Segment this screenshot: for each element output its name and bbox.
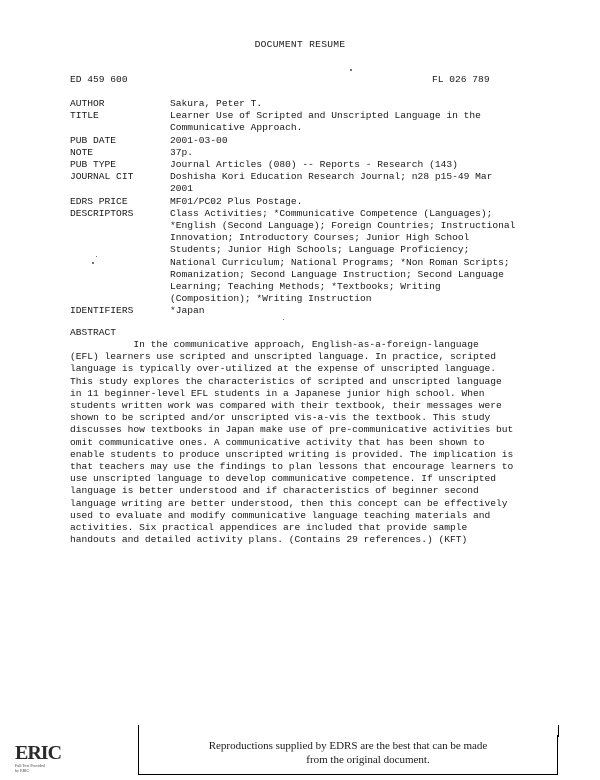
fl-number: FL 026 789 [432,74,490,85]
meta-label: NOTE [70,146,94,158]
metadata-table [70,98,540,318]
meta-label: DESCRIPTORS [70,207,134,219]
meta-label: PUB TYPE [70,159,117,171]
eric-logo-text: ERIC [15,742,62,764]
meta-value: *Japan [170,305,205,317]
abstract-heading: ABSTRACT [70,327,117,338]
meta-label: IDENTIFIERS [70,305,134,317]
meta-value: Class Activities; *Communicative Competence (Languages); *English (Second Language); Foreign Countries; Instructional Innovation; Introductory Courses; Junior High School Students; Junior High Schools; Language Proficiency; National Curriculum; National Programs; *Non Roman Scripts; Romanization; Second Language Instruction; Second Language Learning; Teaching Methods; *Textbooks; Writing (Composition); *Writing Instruction [170,207,516,305]
scan-speck [283,319,284,320]
meta-label: JOURNAL CIT [70,171,134,183]
reproduction-notice-line1: Reproductions supplied by EDRS are the best that can be made [208,740,488,752]
meta-value: Sakura, Peter T. [170,98,263,109]
meta-row-journal-cit [70,171,540,195]
eric-logo [15,742,62,773]
meta-value: Learner Use of Scripted and Unscripted Language in the Communicative Approach. [170,110,481,134]
document-title: DOCUMENT RESUME [254,39,346,50]
meta-label: AUTHOR [70,98,105,109]
meta-row-identifiers [70,305,540,317]
meta-row-note [70,147,540,159]
scan-speck [350,69,352,71]
meta-row-author [70,98,540,110]
eric-logo-subtext: Full Text Provided by ERIC [15,763,45,773]
meta-value: Journal Articles (080) -- Reports - Research (143) [170,159,458,171]
meta-label: EDRS PRICE [70,195,128,207]
meta-row-pub-type [70,159,540,171]
footer [0,735,600,780]
reproduction-notice [138,735,558,775]
meta-value: 37p. [170,146,194,158]
abstract-text: In the communicative approach, English-as-a-foreign-language (EFL) learners use scripted and unscripted language. In practice, scripted language is typically over-utilized at the expense of unscripted language. This study explores the characteristics of scripted and unscripted language in 11 beginner-level EFL students in a Japanese junior high school. When students written work was compared with their textbook, their messages were shown to be scripted and/or unscripted vis-a-vis the textbook. This study discusses how textbooks in Japan make use of pre-communicative activities but omit communicative ones. A communicative activity that has been shown to enable students to produce unscripted writing is provided. The implication is that teachers may use the findings to plan lessons that encourage learners to use unscripted language to develop communicative competence. If unscripted language is better understood and if characteristics of beginner second language writing are better understood, then this concept can be effectively used to evaluate and modify communicative language teaching materials and activities. Six practical appendices are included that provide sample handouts and detailed activity plans. (Contains 29 references.) (KFT) [70,339,514,546]
meta-label: PUB DATE [70,134,117,146]
reproduction-notice-line2: from the original document. [306,754,430,766]
meta-row-edrs-price [70,196,540,208]
meta-label: TITLE [70,110,99,122]
meta-row-title [70,110,540,134]
meta-value: 2001-03-00 [170,134,228,146]
ed-number: ED 459 600 [70,74,128,85]
meta-row-descriptors [70,208,540,306]
meta-value: MF01/PC02 Plus Postage. [170,195,303,207]
meta-value: Doshisha Kori Education Research Journal; n28 p15-49 Mar 2001 [170,171,493,195]
meta-row-pub-date [70,135,540,147]
